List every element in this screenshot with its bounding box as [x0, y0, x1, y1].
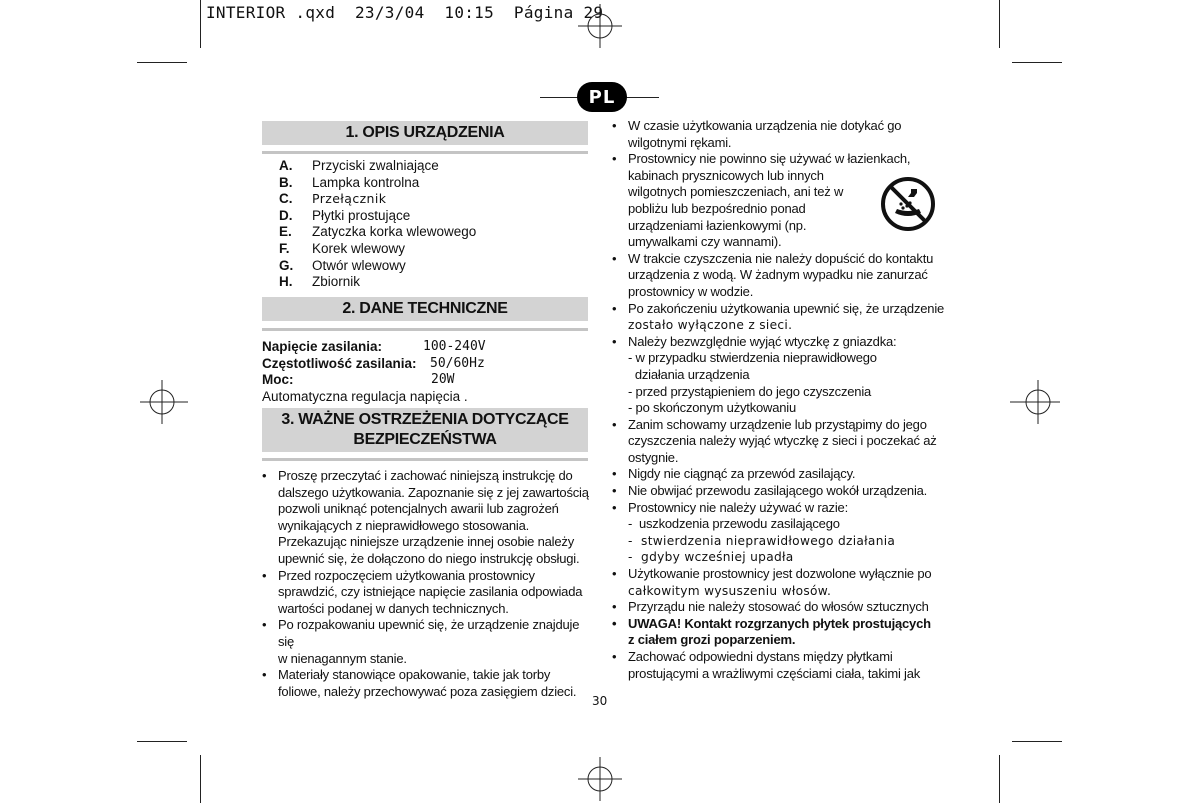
list-item: F. Korek wlewowy — [279, 240, 406, 256]
page-number: 30 — [592, 694, 608, 708]
parts-list — [279, 158, 476, 291]
file-header: INTERIOR .qxd 23/3/04 10:15 Página 29 — [206, 3, 604, 22]
language-badge: PL — [577, 82, 627, 112]
list-item: • Przyrządu nie należy stosować do włosów sztucznych — [612, 599, 952, 616]
crop-mark — [999, 0, 1000, 48]
section-rule — [262, 328, 588, 331]
list-item: • Po rozpakowaniu upewnić się, że urządzenie znajduje się w nienagannym stanie. — [262, 617, 592, 667]
crop-mark — [1012, 62, 1062, 63]
list-item: • Nigdy nie ciągnąć za przewód zasilający. — [612, 466, 952, 483]
list-item: B. Lampka kontrolna — [279, 174, 420, 190]
list-item: • Proszę przeczytać i zachować niniejszą instrukcję do dalszego użytkowania. Zapoznanie się z jej zawartością pozwoli uniknąć potencjalnych awarii lub zagrożeń wynikających z nieprawidłowego stosowania. Przekazując niniejsze urządzenie innej osobie należy upewnić się, że dołączono do niego instrukcję obsługi. — [262, 468, 592, 568]
spec-row: Częstotliwość zasilania: 50/60Hz — [262, 355, 485, 371]
list-item: C. Przełącznik — [279, 191, 387, 207]
list-item: A. Przyciski zwalniające — [279, 158, 439, 173]
registration-mark-icon — [578, 757, 622, 801]
list-item: D. Płytki prostujące — [279, 207, 411, 223]
no-shower-icon — [881, 177, 935, 231]
list-item: • Należy bezwzględnie wyjąć wtyczkę z gniazdka: - w przypadku stwierdzenia nieprawidłowego działania urządzenia - przed przystąpieniem do jego czyszczenia - po skończonym użytkowaniu — [612, 334, 952, 417]
registration-mark-icon — [578, 4, 622, 48]
registration-mark-icon — [1010, 380, 1060, 424]
crop-mark — [999, 755, 1000, 803]
heading-line: BEZPIECZEŃSTWA — [353, 431, 497, 448]
list-item: • W czasie użytkowania urządzenia nie dotykać go wilgotnymi rękami. — [612, 118, 952, 151]
section-heading-technical: 2. DANE TECHNICZNE — [262, 297, 588, 321]
crop-mark — [200, 755, 201, 803]
list-item: • Materiały stanowiące opakowanie, takie jak torby foliowe, należy przechowywać poza zasięgiem dzieci. — [262, 667, 592, 700]
section-rule — [262, 151, 588, 154]
crop-mark — [200, 0, 201, 48]
list-item: H. Zbiornik — [279, 274, 361, 290]
list-item: • Po zakończeniu użytkowania upewnić się, że urządzenie zostało wyłączone z sieci. — [612, 301, 952, 334]
badge-rule — [625, 97, 659, 98]
safety-list-left — [262, 468, 592, 700]
section-heading-description: 1. OPIS URZĄDZENIA — [262, 121, 588, 145]
section-rule — [262, 458, 588, 461]
list-item: • Prostownicy nie powinno się używać w łazienkach, kabinach prysznicowych lub innych wilgotnych pomieszczeniach, ani też w pobliżu lub bezpośrednio ponad urządzeniami łazienkowymi (np. umywalkami czy wannami). — [612, 151, 952, 251]
list-item: • Przed rozpoczęciem użytkowania prostownicy sprawdzić, czy istniejące napięcie zasilania odpowiada wartości podanej w danych technicznych. — [262, 568, 592, 618]
list-item: • Nie obwijać przewodu zasilającego wokół urządzenia. — [612, 483, 952, 500]
registration-mark-icon — [140, 380, 188, 424]
list-item: • Prostownicy nie należy używać w razie: - uszkodzenia przewodu zasilającego - stwierdzenia nieprawidłowego działania - gdyby wcześniej upadła — [612, 500, 952, 566]
spec-row: Moc: 20W — [262, 372, 455, 388]
crop-mark — [137, 741, 187, 742]
list-item: • W trakcie czyszczenia nie należy dopuścić do kontaktu urządzenia z wodą. W żadnym wypadku nie zanurzać prostownicy w wodzie. — [612, 251, 952, 301]
crop-mark — [137, 62, 187, 63]
section-heading-safety — [262, 408, 588, 452]
spec-note: Automatyczna regulacja napięcia . — [262, 388, 468, 404]
spec-row: Napięcie zasilania: 100-240V — [262, 339, 486, 354]
list-item: • Zachować odpowiedni dystans między płytkami prostującymi a wrażliwymi częściami ciała, takimi jak — [612, 649, 952, 682]
technical-specs — [262, 339, 486, 405]
list-item: G. Otwór wlewowy — [279, 257, 406, 273]
crop-mark — [1012, 741, 1062, 742]
list-item: E. Zatyczka korka wlewowego — [279, 224, 477, 240]
heading-line: 3. WAŻNE OSTRZEŻENIA DOTYCZĄCE — [281, 411, 569, 428]
list-item: • Zanim schowamy urządzenie lub przystąpimy do jego czyszczenia należy wyjąć wtyczkę z sieci i poczekać aż ostygnie. — [612, 417, 952, 467]
warning-item: • UWAGA! Kontakt rozgrzanych płytek prostujących z ciałem grozi poparzeniem. — [612, 616, 952, 649]
badge-rule — [540, 97, 580, 98]
list-item: • Użytkowanie prostownicy jest dozwolone wyłącznie po całkowitym wysuszeniu włosów. — [612, 566, 952, 599]
